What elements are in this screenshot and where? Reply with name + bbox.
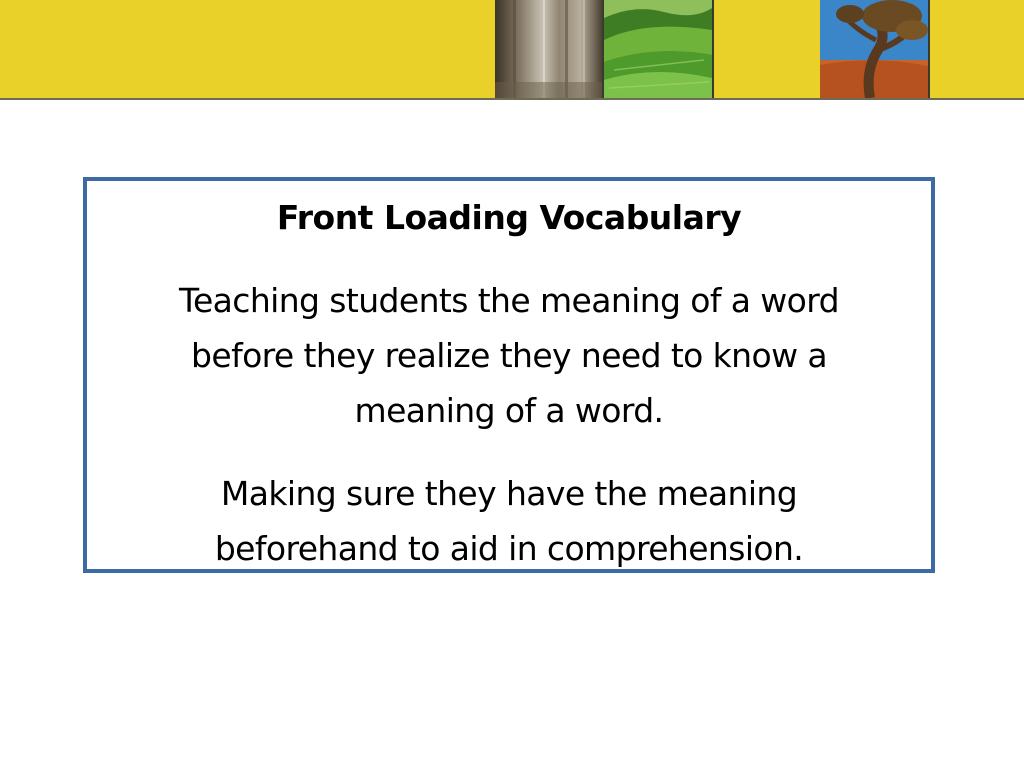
purpose-paragraph: Making sure they have the meaning beforehand to aid in comprehension. xyxy=(214,474,804,568)
photo-divider xyxy=(928,0,930,98)
curtain-window-image xyxy=(495,0,602,98)
photo-divider xyxy=(712,0,714,98)
header-banner xyxy=(0,0,1024,100)
definition-paragraph: Teaching students the meaning of a word before they realize they need to know a meaning of a word. xyxy=(179,281,839,430)
green-hills-image xyxy=(604,0,712,98)
definition-box xyxy=(83,177,935,573)
tree-sky-image xyxy=(820,0,928,98)
slide-title: Front Loading Vocabulary xyxy=(276,198,742,237)
